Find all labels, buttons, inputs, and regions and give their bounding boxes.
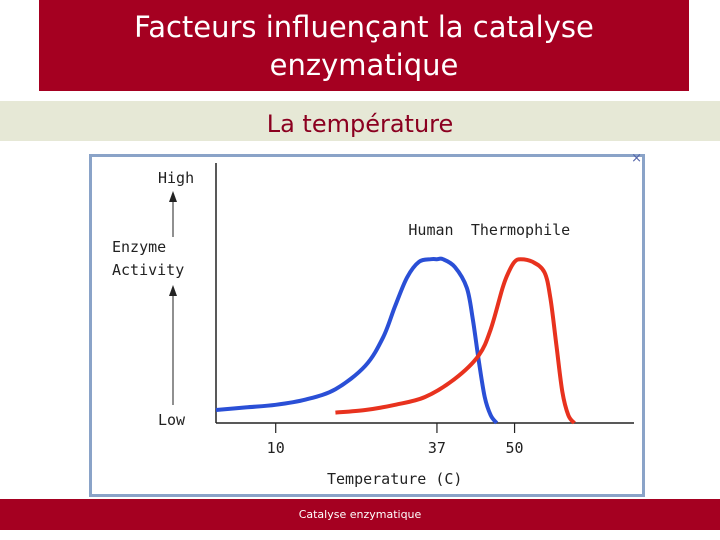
series-line-human (216, 259, 497, 423)
arrow-up-icon (169, 285, 177, 296)
y-high-label: High (158, 169, 195, 187)
close-icon[interactable]: × (631, 151, 642, 166)
slide-footer: Catalyse enzymatique (0, 499, 720, 530)
chart-frame (89, 151, 645, 497)
enzyme-activity-chart (92, 157, 642, 494)
slide-title-bar (39, 0, 689, 91)
x-axis-label: Temperature (C) (327, 470, 463, 488)
series-line-thermophile (335, 259, 574, 423)
x-tick-label: 50 (505, 439, 524, 457)
slide-title-line-2: enzymatique (269, 47, 459, 82)
series-label-thermophile: Thermophile (470, 221, 571, 240)
arrow-up-icon (169, 191, 177, 202)
slide-title-line-1: Facteurs influençant la catalyse (134, 9, 594, 44)
slide-subtitle: La température (0, 101, 720, 141)
y-label-line-1: Enzyme (112, 238, 167, 256)
x-tick-label: 10 (266, 439, 285, 457)
x-tick-label: 37 (427, 439, 446, 457)
y-label-line-2: Activity (112, 261, 185, 279)
series-label-human: Human (408, 221, 454, 240)
y-low-label: Low (158, 411, 186, 429)
